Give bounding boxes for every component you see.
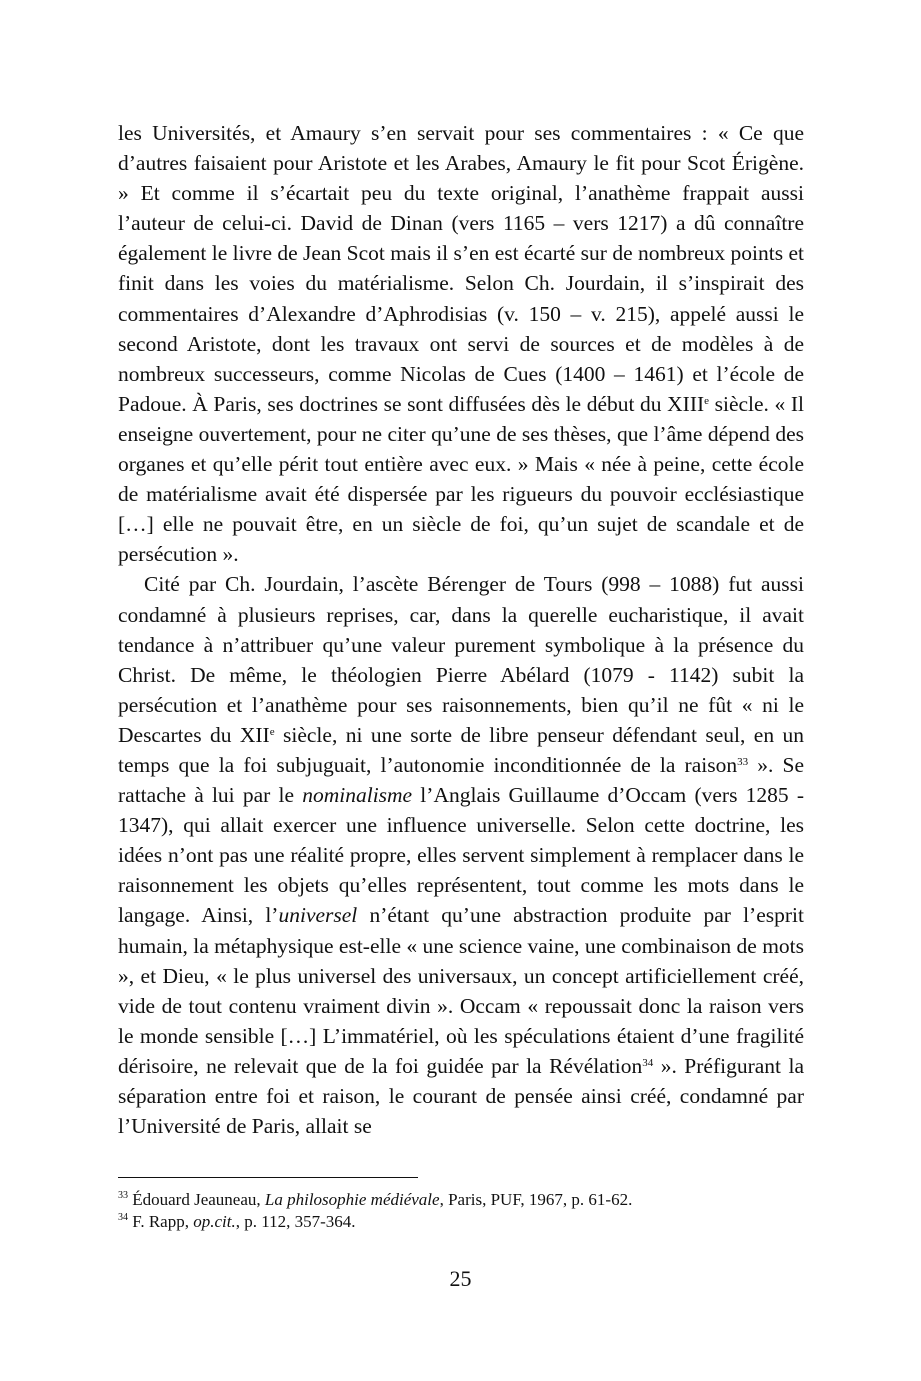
paragraph-1 [118,118,804,569]
text-run: les Universités, et Amaury s’en servait pour ses commentaires : « Ce que d’autres faisaient pour Aristote et les Arabes, Amaury le fit pour Scot Érigène. » Et comme il s’écartait peu du texte original, l’anathème frappait aussi l’auteur de celui-ci. David de Dinan (vers 1165 – vers 1217) a dû connaître également le livre de Jean Scot mais il s’en est écarté sur de nombreux points et finit dans les voies du matérialisme. Selon Ch. Jourdain, il s’inspirait des commentaires d’Alexandre d’Aphrodisias (v. 150 – v. 215), appelé aussi le second Aristote, dont les travaux ont servi de sources et de modèles à de nombreux successeurs, comme Nicolas de Cues (1400 – 1461) et l’école de Padoue. À Paris, ses doctrines se sont diffusées dès le début du XIII [118,121,804,416]
ordinal-superscript: e [269,725,275,738]
emphasis-term: universel [278,903,358,928]
text-run: ». Se rattache à lui par le [118,752,805,808]
page-number: 25 [449,1266,472,1291]
footnote-title: La philosophie médiévale [264,1190,440,1209]
footnotes [118,1189,804,1232]
footnote-ref-34[interactable]: 34 [642,1056,654,1069]
text-run: Cité par Ch. Jourdain, l’ascète Bérenger de Tours (998 – 1088) fut aussi condamné à plusieurs reprises, car, dans la querelle eucharistique, il avait tendance à n’attribuer qu’une valeur purement symbolique à la présence du Christ. De même, le théologien Pierre Abélard (1079 - 1142) subit la persécution et l’anathème pour ses raisonnements, bien qu’il ne fût « ni le Descartes du XII [118,572,804,747]
footnote-separator [118,1177,418,1178]
text-run: siècle, ni une sorte de libre penseur défendant seul, en un temps que la foi subjuguait, l’autonomie inconditionnée de la raison [118,722,804,777]
footnote-text: F. Rapp, [128,1211,194,1231]
footnote-number: 34 [118,1211,128,1223]
footnote-number: 33 [118,1190,128,1202]
text-run: ». Préfigurant la séparation entre foi et raison, le courant de pensée ainsi créé, condamné par l’Université de Paris, allait se [118,1053,804,1139]
footnote-text: Édouard Jeauneau, [128,1190,265,1209]
footnote-ref-33[interactable]: 33 [737,755,749,768]
footnote-text: , Paris, PUF, 1967, p. 61-62. [439,1190,633,1209]
text-run: l’Anglais Guillaume d’Occam (vers 1285 - 1347), qui allait exercer une influence universelle. Selon cette doctrine, les idées n’ont pas une réalité propre, elles servent simplement à remplacer dans le raisonnement les objets qu’elles représentent, tout comme les mots dans le langage. Ainsi, l’ [118,783,804,928]
footnote-title: op.cit. [193,1211,236,1231]
emphasis-term: nominalisme [302,783,413,808]
paragraph-2 [118,569,804,1141]
footnote-34 [118,1211,804,1233]
footnote-text: , p. 112, 357-364. [235,1211,356,1231]
text-run: n’étant qu’une abstraction produite par l’esprit humain, la métaphysique est-elle « une science vaine, une combinaison de mots », et Dieu, « le plus universel des universaux, un concept artificiellement créé, vide de tout contenu vraiment divin ». Occam « repoussait donc la raison vers le monde sensible […] L’immatériel, où les spéculations étaient d’une fragilité dérisoire, ne relevait que de la foi guidée par la Révélation [118,903,805,1078]
ordinal-superscript: e [704,394,710,407]
footnote-33 [118,1189,804,1211]
text-run: siècle. « Il enseigne ouvertement, pour ne citer qu’une de ses thèses, que l’âme dépend des organes et qu’elle périt tout entière avec eux. » Mais « née à peine, cette école de matérialisme avait été dispersée par les rigueurs du pouvoir ecclésiastique […] elle ne pouvait être, en un siècle de foi, qu’un sujet de scandale et de persécution ». [118,391,804,567]
body-text [118,118,804,1141]
